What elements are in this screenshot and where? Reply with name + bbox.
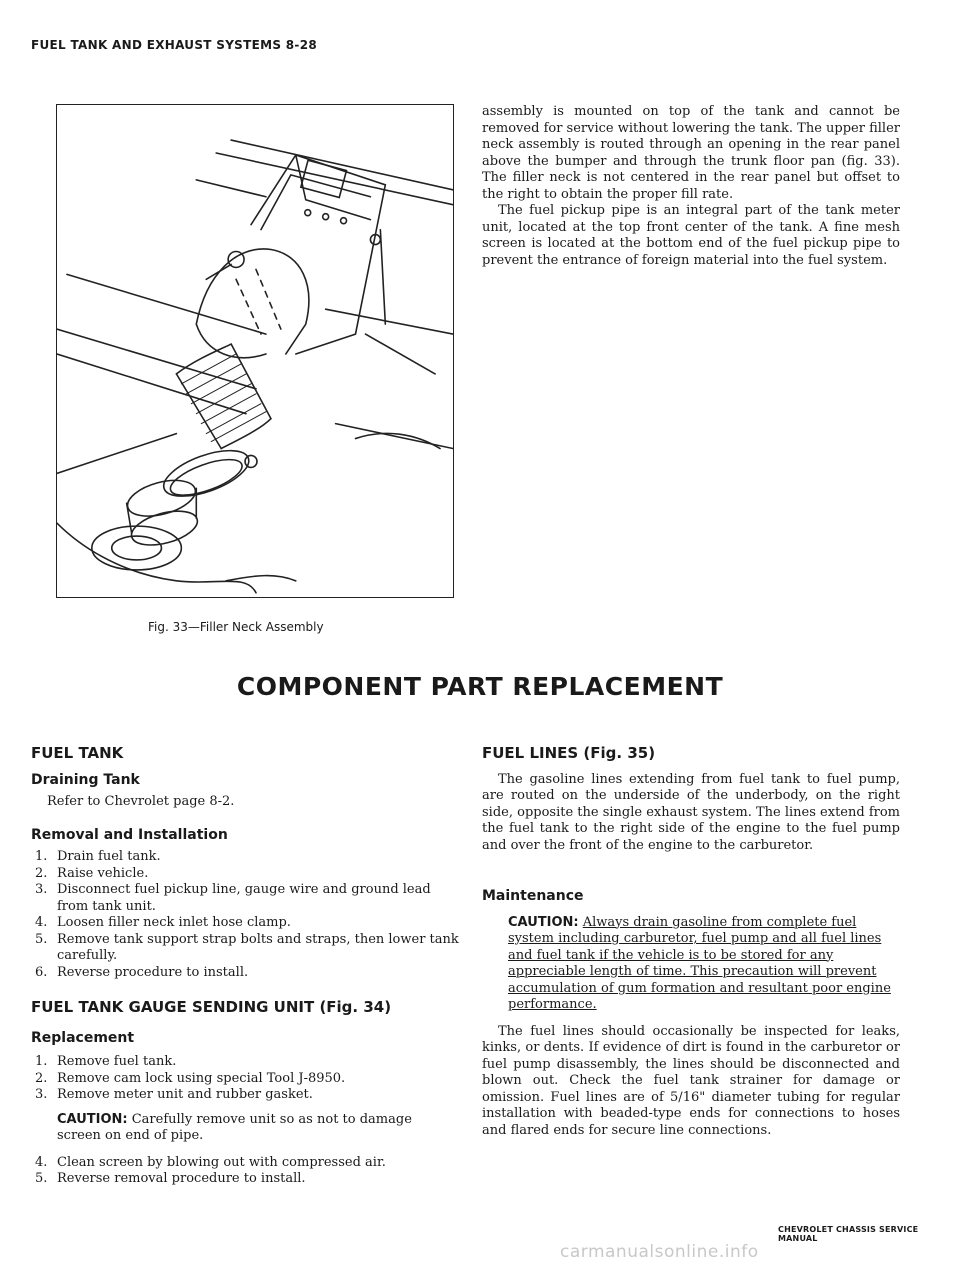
intro-column [482, 104, 900, 269]
page-header: FUEL TANK AND EXHAUST SYSTEMS 8-28 [31, 38, 318, 52]
list-item: 5. Remove tank support strap bolts and straps, then lower tank carefully. [35, 931, 459, 963]
list-item: 2. Remove cam lock using special Tool J-8950. [35, 1070, 346, 1086]
list-item: 5. Reverse removal procedure to install. [35, 1171, 306, 1186]
maintenance-heading: Maintenance [482, 888, 584, 904]
section-title: COMPONENT PART REPLACEMENT [236, 672, 724, 701]
left-column [31, 745, 461, 1188]
list-item: 4. Loosen filler neck inlet hose clamp. [35, 915, 291, 930]
replacement-steps-b [35, 1155, 461, 1188]
draining-tank-text: Refer to Chevrolet page 8-2. [47, 794, 235, 809]
list-item: 4. Clean screen by blowing out with compressed air. [35, 1154, 386, 1170]
caution-text: Carefully remove unit so as not to damage screen on end of pipe. [57, 1111, 412, 1143]
watermark: carmanualsonline.info [560, 1242, 759, 1262]
caution-label: CAUTION: [57, 1111, 128, 1127]
filler-neck-figure [56, 104, 454, 598]
fuel-tank-heading: FUEL TANK [31, 744, 124, 762]
fuel-lines-heading: FUEL LINES (Fig. 35) [482, 744, 656, 762]
intro-paragraph-1: assembly is mounted on top of the tank and cannot be removed for service without lowering the tank. The upper filler neck assembly is routed through an opening in the rear panel above the bumper and through the trunk floor pan (fig. 33). The filler neck is not centered in the rear panel but offset to the right to obtain the proper fill rate. [482, 104, 900, 202]
maintenance-caution [508, 915, 900, 1014]
right-column [482, 745, 900, 1139]
page-footer: CHEVROLET CHASSIS SERVICE MANUAL [778, 1225, 919, 1243]
figure-caption: Fig. 33—Filler Neck Assembly [148, 620, 324, 634]
list-item: 2. Raise vehicle. [35, 865, 149, 881]
maintenance-text: The fuel lines should occasionally be inspected for leaks, kinks, or dents. If evidence of dirt is found in the carburetor or fuel pump disassembly, the lines should be disconnected and blown out. Check the fuel tank strainer for damage or omission. Fuel lines are of 5/16" diameter tubing for regular installation with beaded-type ends for connections to hoses and flared ends for secure line connections. [482, 1023, 900, 1138]
list-item: 3. Disconnect fuel pickup line, gauge wire and ground lead from tank unit. [35, 882, 431, 914]
caution-text: Always drain gasoline from complete fuel system including carburetor, fuel pump and all fuel lines and fuel tank if the vehicle is to be stored for any appreciable length of time. This precaution will prevent accumulation of gum formation and resultant poor engine performance. [508, 914, 891, 1012]
gauge-heading: FUEL TANK GAUGE SENDING UNIT (Fig. 34) [31, 998, 392, 1016]
replacement-steps-a [35, 1054, 461, 1104]
filler-neck-illustration [57, 105, 453, 597]
removal-steps [35, 849, 461, 981]
list-item: 1. Drain fuel tank. [35, 849, 161, 864]
removal-installation-heading: Removal and Installation [31, 826, 228, 843]
gauge-caution [57, 1112, 437, 1145]
fuel-lines-intro: The gasoline lines extending from fuel tank to fuel pump, are routed on the underside of the underbody, on the right side, opposite the single exhaust system. The lines extend from the fuel tank to the right side of the engine to the fuel pump and over the front of the engine to the carburetor. [482, 771, 900, 853]
list-item: 6. Reverse procedure to install. [35, 964, 249, 980]
list-item: 3. Remove meter unit and rubber gasket. [35, 1087, 313, 1102]
replacement-heading: Replacement [31, 1029, 135, 1046]
intro-paragraph-2: The fuel pickup pipe is an integral part of the tank meter unit, located at the top front center of the tank. A fine mesh screen is located at the bottom end of the fuel pickup pipe to prevent the entrance of foreign material into the fuel system. [482, 203, 900, 268]
list-item: 1. Remove fuel tank. [35, 1054, 177, 1069]
caution-label: CAUTION: [508, 914, 579, 930]
draining-tank-heading: Draining Tank [31, 771, 140, 788]
